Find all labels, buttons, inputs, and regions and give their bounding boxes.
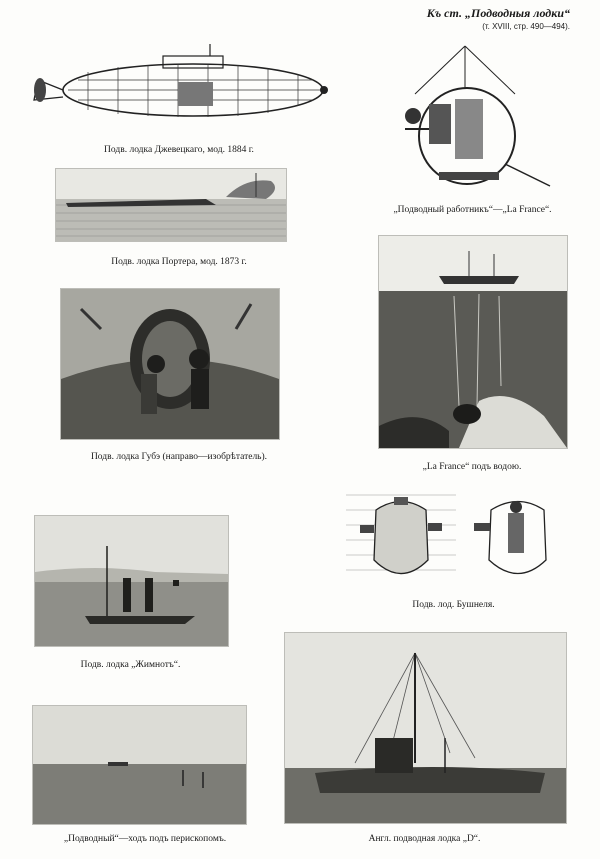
caption-periscope: „Подводный“—ходъ подъ перископомъ. <box>63 834 227 844</box>
zhimnot-photo <box>34 515 229 647</box>
caption-zhimnot: Подв. лодка „Жимнотъ“. <box>80 660 181 670</box>
la-france-underwater-photo <box>378 235 568 449</box>
goubet-interior-photo <box>60 288 280 440</box>
header-reference: (т. XVIII, стр. 490—494). <box>482 22 570 31</box>
bushnell-turtle-drawings <box>346 485 561 590</box>
drzewiecki-submarine-drawing <box>28 42 330 132</box>
la-france-worker-drawing <box>385 44 560 194</box>
periscope-photo <box>32 705 247 825</box>
caption-bushnell: Подв. лод. Бушнеля. <box>412 600 495 610</box>
caption-drzewiecki: Подв. лодка Джевецкаго, мод. 1884 г. <box>104 145 254 155</box>
english-submarine-d-photo <box>284 632 567 824</box>
caption-porter: Подв. лодка Портера, мод. 1873 г. <box>111 257 247 267</box>
caption-goubet: Подв. лодка Губэ (направо—изобрѣтатель). <box>90 452 268 462</box>
caption-english-d: Англ. подводная лодка „D“. <box>368 834 481 844</box>
header-title: Къ ст. „Подводныя лодки“ <box>426 6 570 20</box>
caption-la-france-worker: „Подводный работникъ“—„La France“. <box>393 205 552 215</box>
caption-la-france-underwater: „La France“ подъ водою. <box>422 462 522 472</box>
porter-submarine-engraving <box>55 168 287 242</box>
